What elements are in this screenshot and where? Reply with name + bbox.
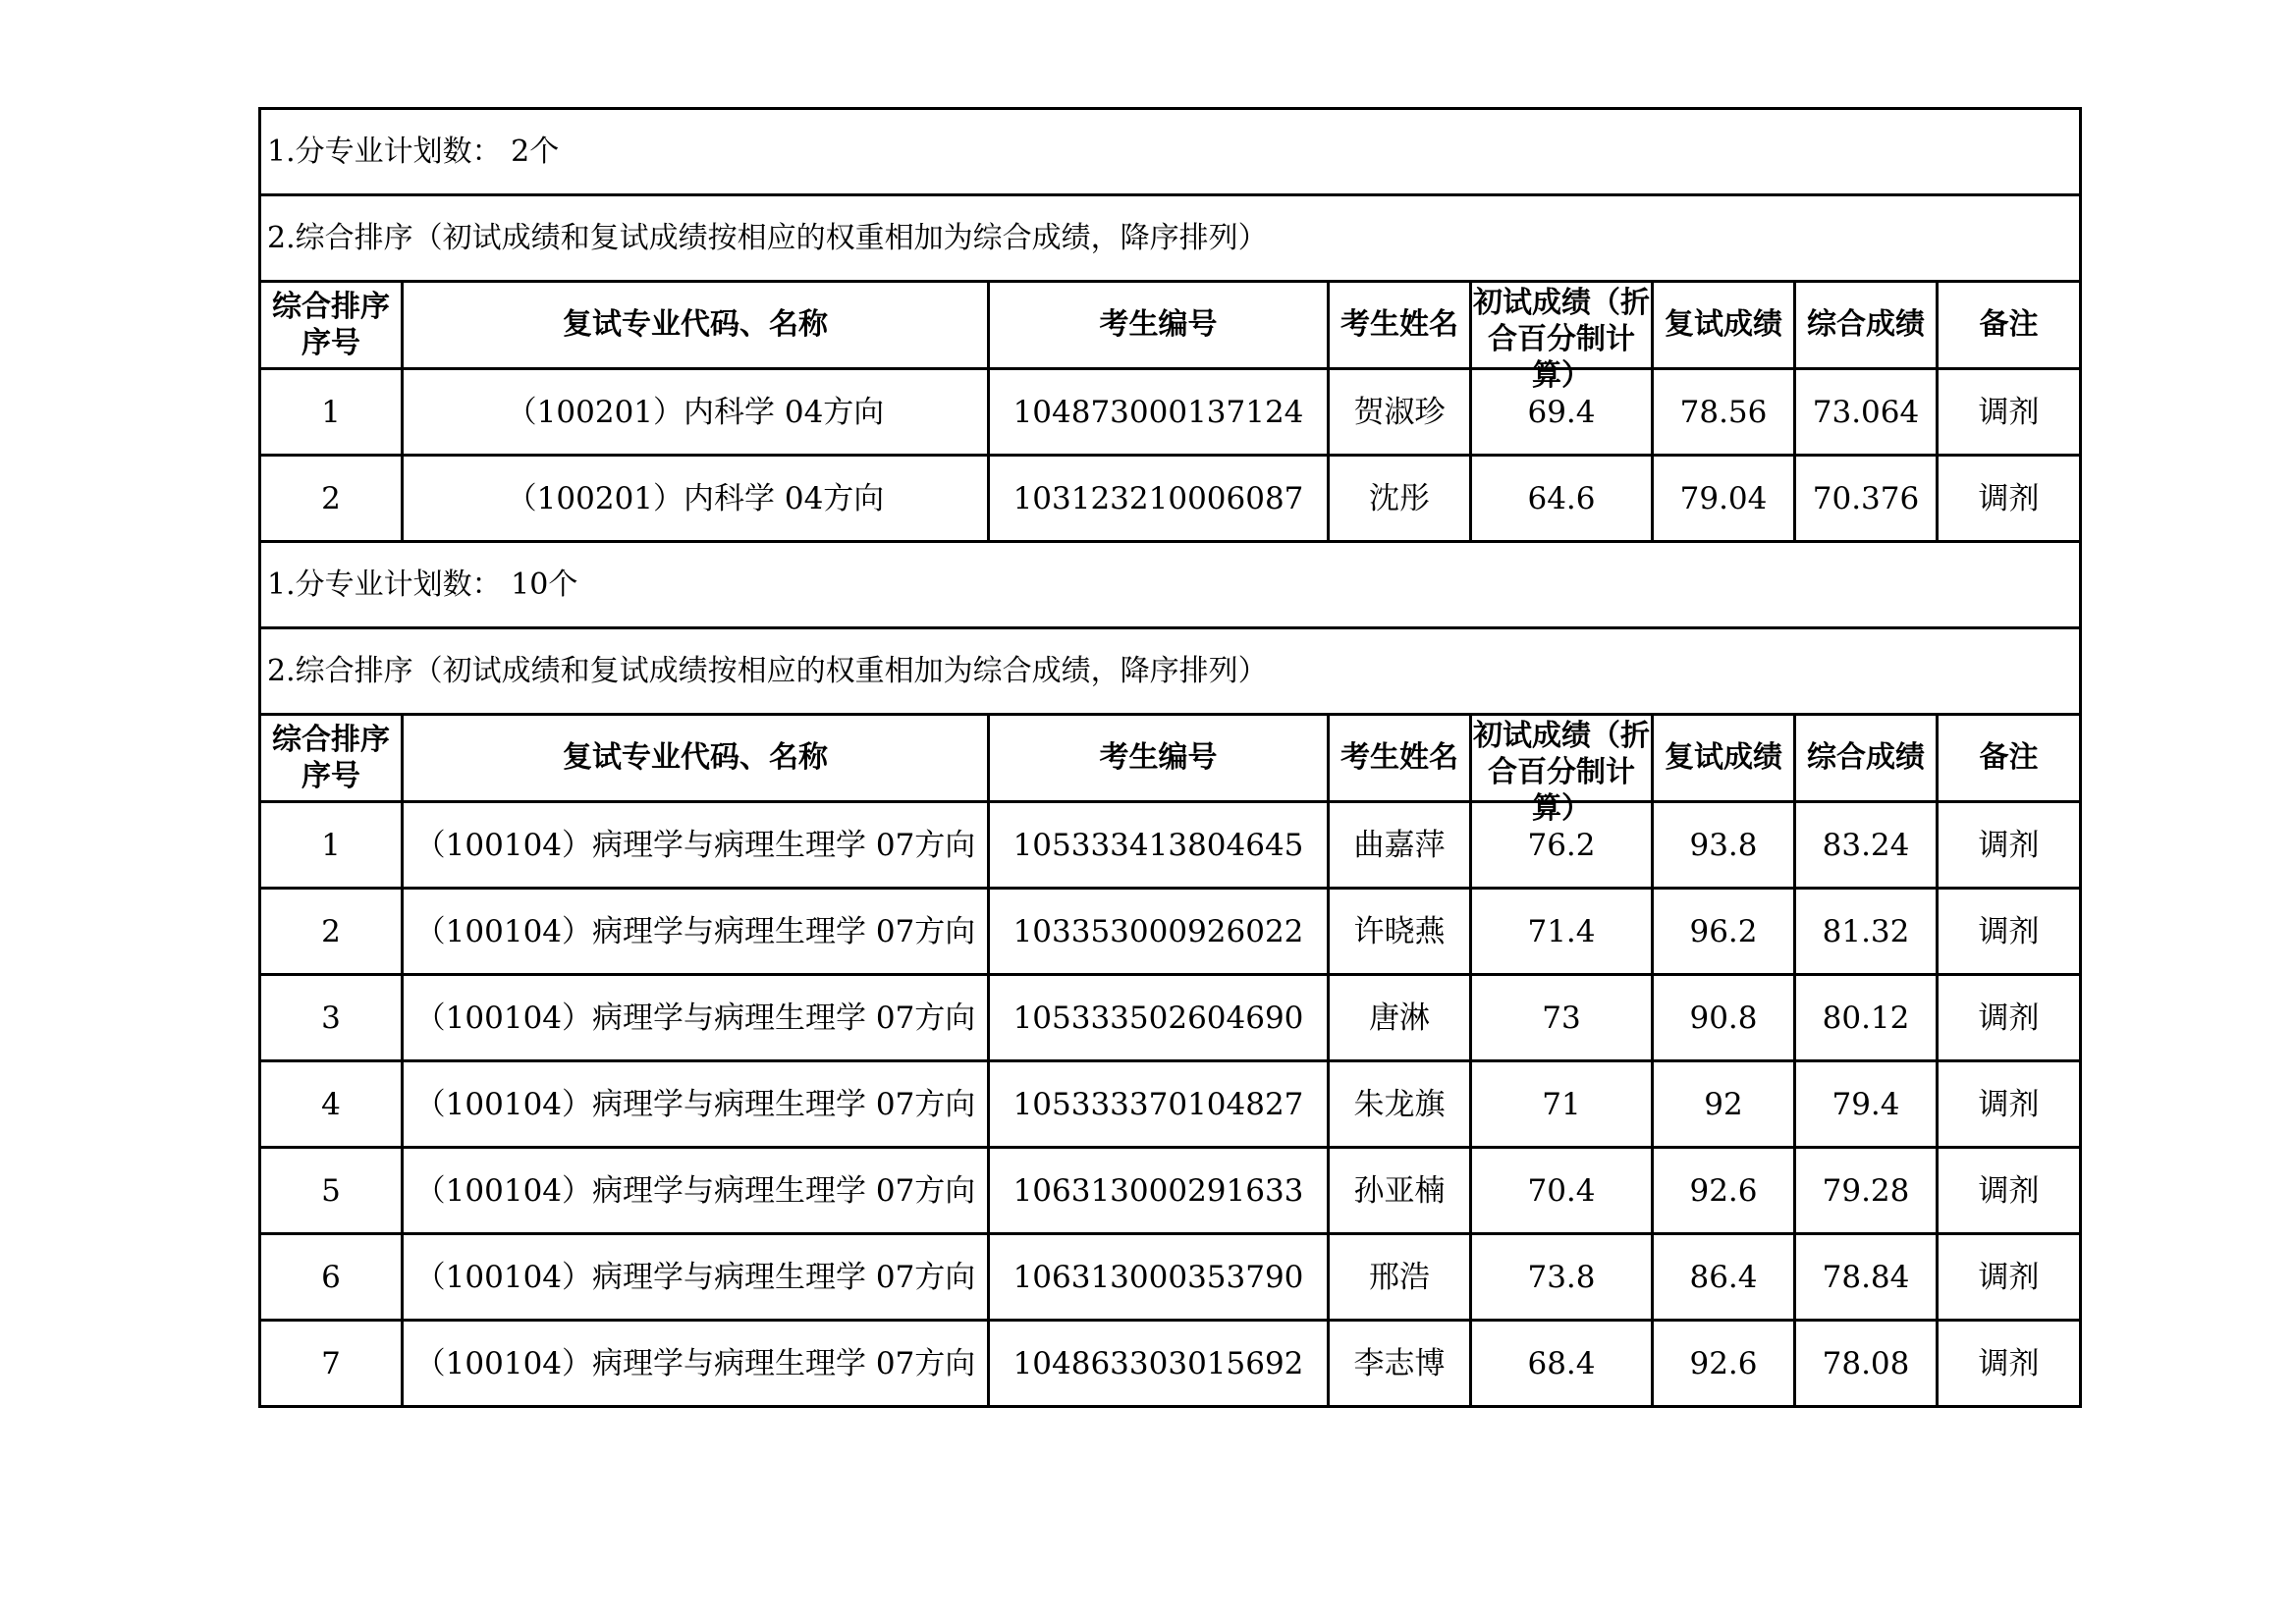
- cell-initial-score: 69.4: [1471, 369, 1653, 456]
- cell-major: （100201）内科学 04方向: [403, 456, 989, 542]
- sort-description-label: 2.综合排序（初试成绩和复试成绩按相应的权重相加为综合成绩，降序排列）: [260, 195, 2081, 282]
- table-row: [260, 369, 2081, 456]
- header-initial-score: [1471, 282, 1653, 393]
- cell-total-score: 79.28: [1795, 1148, 1938, 1234]
- cell-initial-score: 73.8: [1471, 1234, 1653, 1321]
- cell-retest-score: 96.2: [1653, 889, 1795, 975]
- plan-count-label: 1.分专业计划数： 2个: [260, 109, 2081, 195]
- header-exam-id: 考生编号: [989, 715, 1329, 802]
- header-name: 考生姓名: [1329, 282, 1471, 369]
- sort-description-row: [260, 195, 2081, 282]
- cell-exam-id: 106313000353790: [989, 1234, 1329, 1321]
- header-total-score: 综合成绩: [1795, 715, 1938, 802]
- plan-count-row: [260, 542, 2081, 628]
- cell-exam-id: 106313000291633: [989, 1148, 1329, 1234]
- cell-total-score: 70.376: [1795, 456, 1938, 542]
- cell-retest-score: 92: [1653, 1061, 1795, 1148]
- cell-major: （100104）病理学与病理生理学 07方向: [403, 1234, 989, 1321]
- cell-major: （100104）病理学与病理生理学 07方向: [403, 802, 989, 889]
- cell-name: 曲嘉萍: [1329, 802, 1471, 889]
- cell-total-score: 80.12: [1795, 975, 1938, 1061]
- cell-rank: 3: [260, 975, 403, 1061]
- cell-rank: 1: [260, 369, 403, 456]
- cell-name: 沈彤: [1329, 456, 1471, 542]
- cell-exam-id: 103123210006087: [989, 456, 1329, 542]
- cell-name: 许晓燕: [1329, 889, 1471, 975]
- cell-rank: 1: [260, 802, 403, 889]
- cell-major: （100201）内科学 04方向: [403, 369, 989, 456]
- cell-total-score: 79.4: [1795, 1061, 1938, 1148]
- cell-initial-score: 71: [1471, 1061, 1653, 1148]
- header-major: 复试专业代码、名称: [403, 282, 989, 369]
- header-exam-id: 考生编号: [989, 282, 1329, 369]
- cell-name: 贺淑珍: [1329, 369, 1471, 456]
- table-row: [260, 1321, 2081, 1407]
- header-note: 备注: [1938, 282, 2081, 369]
- cell-retest-score: 90.8: [1653, 975, 1795, 1061]
- header-retest-score: 复试成绩: [1653, 715, 1795, 802]
- cell-exam-id: 104863303015692: [989, 1321, 1329, 1407]
- table-row: [260, 889, 2081, 975]
- cell-retest-score: 86.4: [1653, 1234, 1795, 1321]
- cell-total-score: 73.064: [1795, 369, 1938, 456]
- cell-name: 唐淋: [1329, 975, 1471, 1061]
- cell-rank: 6: [260, 1234, 403, 1321]
- header-rank: 综合排序序号: [260, 282, 403, 369]
- plan-count-row: [260, 109, 2081, 195]
- cell-total-score: 83.24: [1795, 802, 1938, 889]
- cell-name: 孙亚楠: [1329, 1148, 1471, 1234]
- header-row: [260, 282, 2081, 369]
- cell-exam-id: 105333502604690: [989, 975, 1329, 1061]
- table-row: [260, 1234, 2081, 1321]
- sort-description-row: [260, 628, 2081, 715]
- header-note: 备注: [1938, 715, 2081, 802]
- header-major: 复试专业代码、名称: [403, 715, 989, 802]
- plan-count-label: 1.分专业计划数： 10个: [260, 542, 2081, 628]
- cell-name: 朱龙旗: [1329, 1061, 1471, 1148]
- cell-rank: 2: [260, 889, 403, 975]
- cell-retest-score: 92.6: [1653, 1148, 1795, 1234]
- header-initial-score: [1471, 715, 1653, 826]
- cell-rank: 2: [260, 456, 403, 542]
- cell-note: 调剂: [1938, 1061, 2081, 1148]
- cell-major: （100104）病理学与病理生理学 07方向: [403, 889, 989, 975]
- cell-exam-id: 103353000926022: [989, 889, 1329, 975]
- cell-rank: 4: [260, 1061, 403, 1148]
- cell-retest-score: 78.56: [1653, 369, 1795, 456]
- cell-exam-id: 104873000137124: [989, 369, 1329, 456]
- cell-retest-score: 93.8: [1653, 802, 1795, 889]
- cell-retest-score: 92.6: [1653, 1321, 1795, 1407]
- cell-note: 调剂: [1938, 975, 2081, 1061]
- cell-initial-score: 71.4: [1471, 889, 1653, 975]
- cell-initial-score: 76.2: [1471, 802, 1653, 889]
- cell-major: （100104）病理学与病理生理学 07方向: [403, 975, 989, 1061]
- table-row: [260, 1148, 2081, 1234]
- header-initial-score-text: 初试成绩（折合百分制计算）: [1473, 719, 1650, 826]
- cell-total-score: 78.08: [1795, 1321, 1938, 1407]
- table-row: [260, 456, 2081, 542]
- cell-note: 调剂: [1938, 456, 2081, 542]
- cell-name: 邢浩: [1329, 1234, 1471, 1321]
- cell-note: 调剂: [1938, 802, 2081, 889]
- cell-major: （100104）病理学与病理生理学 07方向: [403, 1148, 989, 1234]
- cell-total-score: 78.84: [1795, 1234, 1938, 1321]
- header-initial-score-text: 初试成绩（折合百分制计算）: [1473, 286, 1650, 393]
- cell-rank: 5: [260, 1148, 403, 1234]
- cell-note: 调剂: [1938, 1234, 2081, 1321]
- cell-retest-score: 79.04: [1653, 456, 1795, 542]
- header-retest-score: 复试成绩: [1653, 282, 1795, 369]
- table-row: [260, 975, 2081, 1061]
- table-row: [260, 1061, 2081, 1148]
- cell-note: 调剂: [1938, 369, 2081, 456]
- header-total-score: 综合成绩: [1795, 282, 1938, 369]
- ranking-table: [258, 107, 2082, 1408]
- cell-initial-score: 64.6: [1471, 456, 1653, 542]
- cell-note: 调剂: [1938, 889, 2081, 975]
- cell-note: 调剂: [1938, 1321, 2081, 1407]
- cell-major: （100104）病理学与病理生理学 07方向: [403, 1321, 989, 1407]
- cell-major: （100104）病理学与病理生理学 07方向: [403, 1061, 989, 1148]
- cell-note: 调剂: [1938, 1148, 2081, 1234]
- cell-initial-score: 68.4: [1471, 1321, 1653, 1407]
- cell-rank: 7: [260, 1321, 403, 1407]
- header-rank: 综合排序序号: [260, 715, 403, 802]
- cell-total-score: 81.32: [1795, 889, 1938, 975]
- cell-initial-score: 70.4: [1471, 1148, 1653, 1234]
- cell-exam-id: 105333370104827: [989, 1061, 1329, 1148]
- table-row: [260, 802, 2081, 889]
- header-row: [260, 715, 2081, 802]
- header-name: 考生姓名: [1329, 715, 1471, 802]
- cell-initial-score: 73: [1471, 975, 1653, 1061]
- cell-exam-id: 105333413804645: [989, 802, 1329, 889]
- cell-name: 李志博: [1329, 1321, 1471, 1407]
- sort-description-label: 2.综合排序（初试成绩和复试成绩按相应的权重相加为综合成绩，降序排列）: [260, 628, 2081, 715]
